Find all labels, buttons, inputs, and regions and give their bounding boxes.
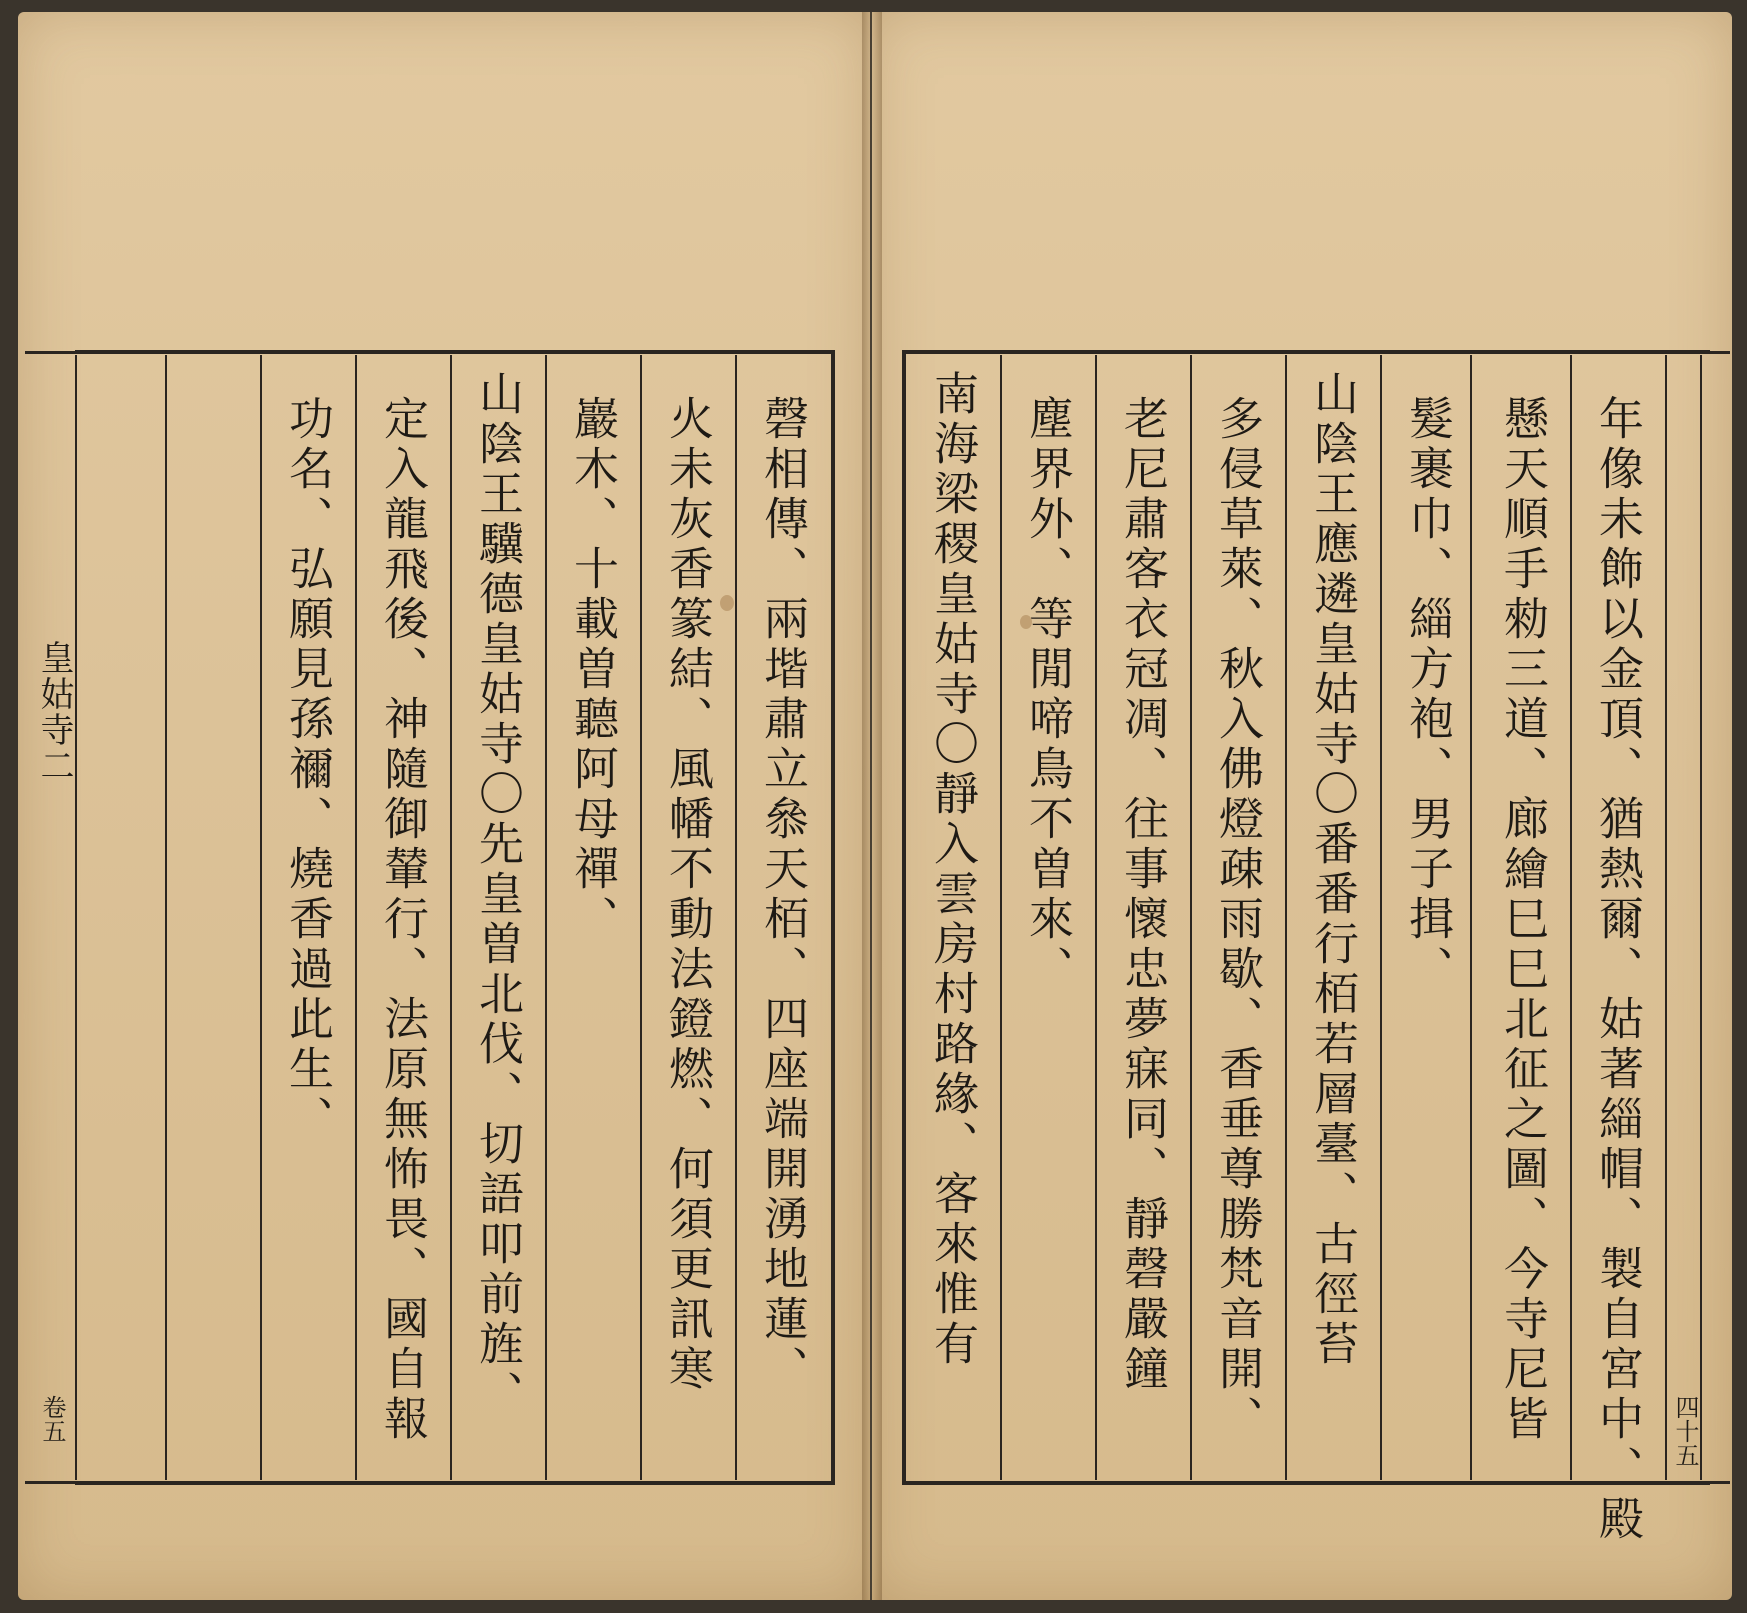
left-column-7: 功名、弘願見孫禰、燒香過此生、 <box>281 395 334 1145</box>
left-column-2: 火未灰香篆結、風幡不動法鐙燃、何須更訊寒 <box>661 395 714 1395</box>
right-rule <box>1000 355 1002 1480</box>
right-column-4: 山陰王應遴皇姑寺〇番番行栢若層臺、古徑苔 <box>1306 370 1359 1370</box>
right-rule <box>1570 355 1572 1480</box>
center-margin-title: 皇姑寺二 <box>34 640 74 784</box>
right-rule <box>1095 355 1097 1480</box>
left-rule <box>165 355 167 1480</box>
right-frame-bottom-extension <box>1700 1481 1730 1484</box>
left-column-5: 山陰王驥德皇姑寺〇先皇曽北伐、切語叩前旌、 <box>471 370 524 1420</box>
left-frame-bottom-extension <box>25 1481 75 1484</box>
right-rule <box>1285 355 1287 1480</box>
right-rule <box>1380 355 1382 1480</box>
volume-label: 卷五 <box>38 1395 66 1443</box>
right-rule <box>1190 355 1192 1480</box>
left-rule <box>355 355 357 1480</box>
book-spine <box>862 12 882 1600</box>
left-column-1: 磬相傳、兩堦肅立叅天栢、四座端開湧地蓮、 <box>756 395 809 1395</box>
right-rule <box>1665 355 1667 1480</box>
right-rule <box>1700 355 1702 1480</box>
right-column-7: 塵界外、等閒啼鳥不曽來、 <box>1021 395 1074 995</box>
right-frame-top-extension <box>1700 351 1730 354</box>
left-rule <box>450 355 452 1480</box>
left-column-3: 巖木、十載曽聽阿母禪、 <box>566 395 619 945</box>
left-rule <box>260 355 262 1480</box>
left-rule <box>640 355 642 1480</box>
right-column-1: 年像未飾以金頂、猶熱爾、姑著緇帽、製自宮中、殿 <box>1591 395 1644 1545</box>
left-text-frame <box>75 350 835 1485</box>
right-column-5: 多侵草萊、秋入佛燈疎雨歇、香垂尊勝梵音開、 <box>1211 395 1264 1445</box>
left-column-6: 定入龍飛後、神隨御輦行、法原無怖畏、國自報 <box>376 395 429 1445</box>
right-column-8: 南海梁稷皇姑寺〇靜入雲房村路緣、客來惟有 <box>926 370 979 1370</box>
left-rule <box>735 355 737 1480</box>
left-rule <box>545 355 547 1480</box>
right-rule <box>1470 355 1472 1480</box>
left-rule <box>75 355 77 1480</box>
right-column-6: 老尼肅客衣冠凋、往事懷忠夢寐同、靜磬嚴鐘 <box>1116 395 1169 1395</box>
left-frame-top-extension <box>25 351 75 354</box>
right-column-2: 懸天順手勑三道、廊繪巳巳北征之圖、今寺尼皆 <box>1496 395 1549 1445</box>
page-number: 四十五 <box>1671 1395 1699 1467</box>
right-column-3: 髮裹巾、緇方袍、男子揖、 <box>1401 395 1454 995</box>
